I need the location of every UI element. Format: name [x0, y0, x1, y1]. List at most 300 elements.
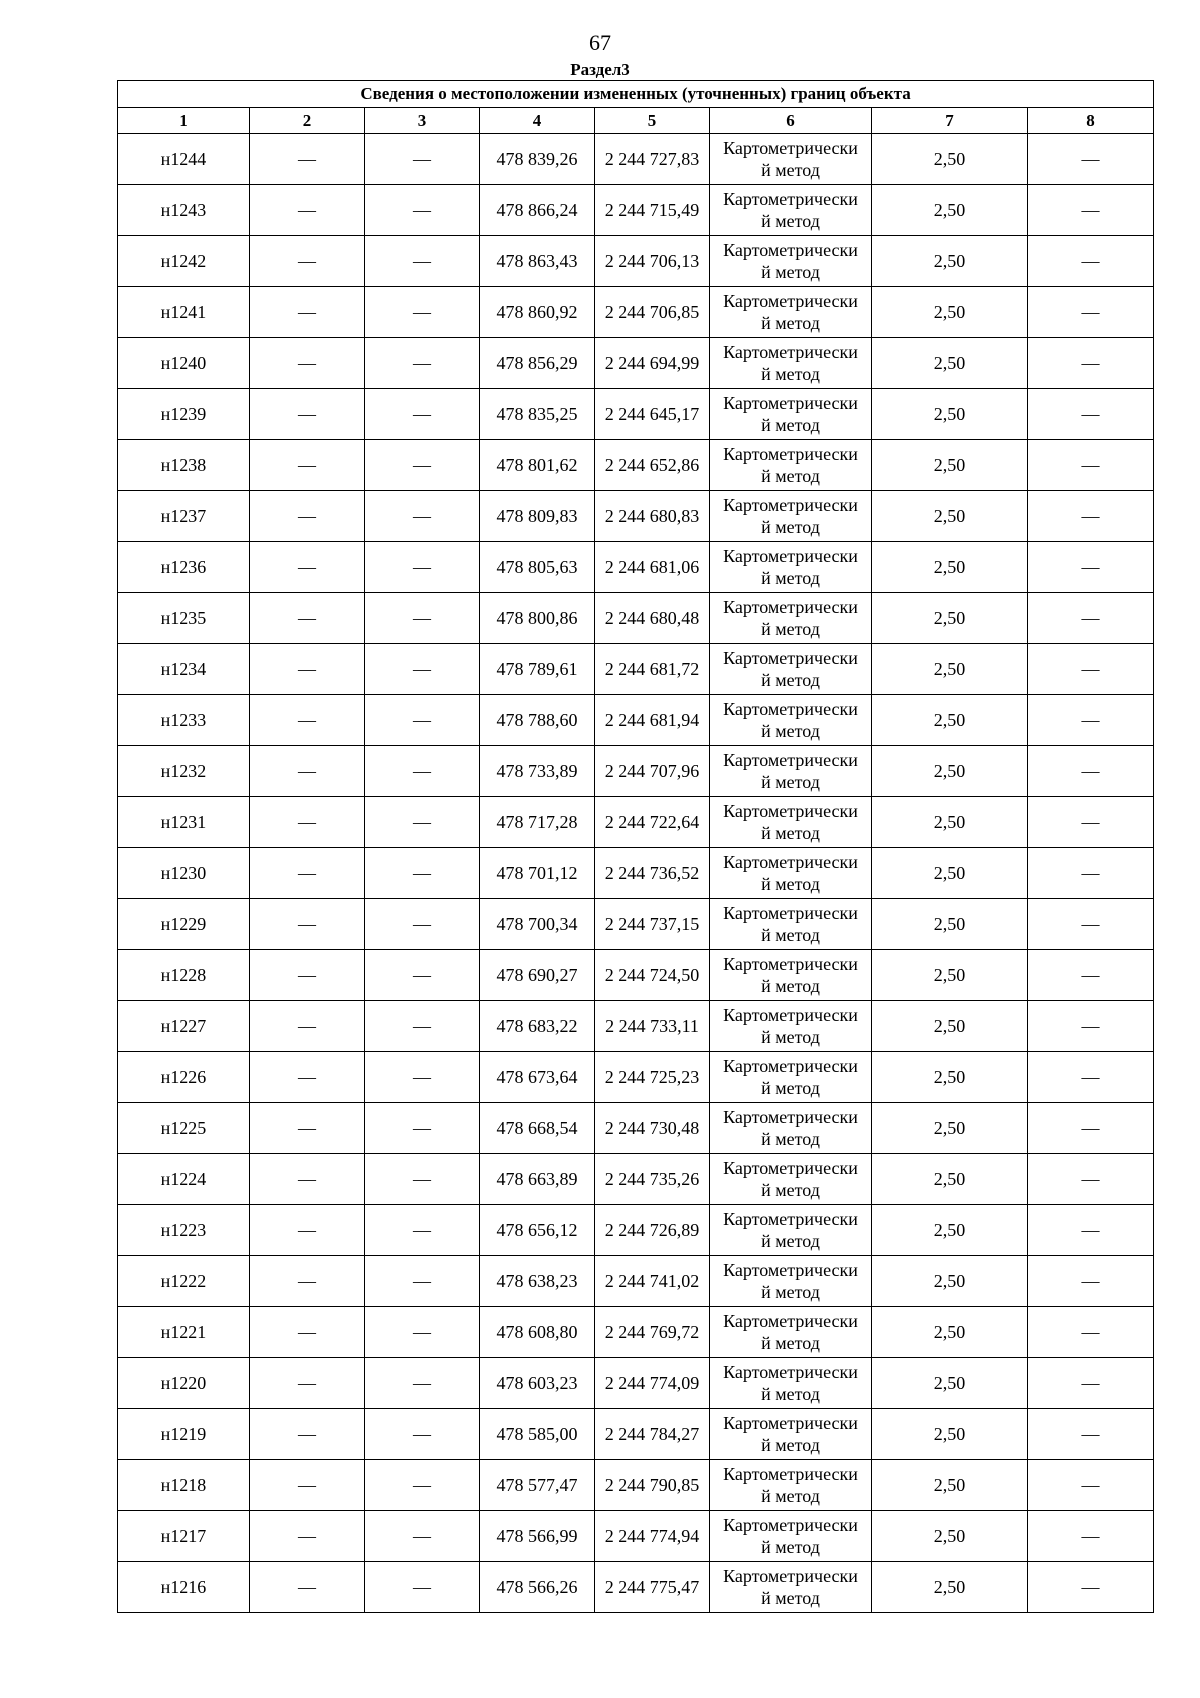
column-3-cell: —	[365, 797, 480, 848]
column-2-cell: —	[250, 1511, 365, 1562]
column-3-cell: —	[365, 1307, 480, 1358]
method-cell	[710, 1154, 872, 1205]
column-8-cell: —	[1028, 1052, 1154, 1103]
column-8-cell: —	[1028, 746, 1154, 797]
column-8-cell: —	[1028, 593, 1154, 644]
accuracy-cell: 2,50	[872, 1154, 1028, 1205]
y-coordinate-cell: 2 244 727,83	[595, 134, 710, 185]
method-text-line-1: Картометрически	[723, 546, 858, 566]
column-8-cell: —	[1028, 1154, 1154, 1205]
method-text-line-1: Картометрически	[723, 1056, 858, 1076]
method-cell	[710, 1307, 872, 1358]
y-coordinate-cell: 2 244 769,72	[595, 1307, 710, 1358]
column-3-cell: —	[365, 542, 480, 593]
column-3-cell: —	[365, 491, 480, 542]
accuracy-cell: 2,50	[872, 746, 1028, 797]
point-number-cell: н1241	[118, 287, 250, 338]
y-coordinate-cell: 2 244 735,26	[595, 1154, 710, 1205]
x-coordinate-cell: 478 673,64	[480, 1052, 595, 1103]
column-2-cell: —	[250, 1001, 365, 1052]
accuracy-cell: 2,50	[872, 1307, 1028, 1358]
point-number-cell: н1217	[118, 1511, 250, 1562]
method-text-line-1: Картометрически	[723, 1515, 858, 1535]
point-number-cell: н1240	[118, 338, 250, 389]
point-number-cell: н1231	[118, 797, 250, 848]
column-3-cell: —	[365, 1409, 480, 1460]
method-cell	[710, 797, 872, 848]
column-2-cell: —	[250, 440, 365, 491]
method-cell	[710, 1103, 872, 1154]
method-cell	[710, 644, 872, 695]
method-text-line-2: й метод	[761, 313, 820, 333]
x-coordinate-cell: 478 683,22	[480, 1001, 595, 1052]
x-coordinate-cell: 478 856,29	[480, 338, 595, 389]
column-number: 2	[250, 108, 365, 134]
column-8-cell: —	[1028, 848, 1154, 899]
method-text-line-1: Картометрически	[723, 240, 858, 260]
column-8-cell: —	[1028, 1511, 1154, 1562]
column-2-cell: —	[250, 1052, 365, 1103]
table-row	[118, 389, 1154, 440]
column-3-cell: —	[365, 1205, 480, 1256]
point-number-cell: н1236	[118, 542, 250, 593]
column-2-cell: —	[250, 644, 365, 695]
y-coordinate-cell: 2 244 741,02	[595, 1256, 710, 1307]
accuracy-cell: 2,50	[872, 593, 1028, 644]
column-number: 1	[118, 108, 250, 134]
column-2-cell: —	[250, 134, 365, 185]
column-3-cell: —	[365, 644, 480, 695]
accuracy-cell: 2,50	[872, 1001, 1028, 1052]
method-text-line-2: й метод	[761, 1078, 820, 1098]
point-number-cell: н1243	[118, 185, 250, 236]
column-3-cell: —	[365, 1001, 480, 1052]
table-caption: Сведения о местоположении измененных (уточненных) границ объекта	[118, 81, 1154, 108]
method-text-line-1: Картометрически	[723, 801, 858, 821]
method-text-line-2: й метод	[761, 1231, 820, 1251]
x-coordinate-cell: 478 663,89	[480, 1154, 595, 1205]
method-text-line-1: Картометрически	[723, 1413, 858, 1433]
table-row	[118, 1103, 1154, 1154]
method-cell	[710, 542, 872, 593]
x-coordinate-cell: 478 608,80	[480, 1307, 595, 1358]
method-text-line-2: й метод	[761, 1180, 820, 1200]
x-coordinate-cell: 478 866,24	[480, 185, 595, 236]
y-coordinate-cell: 2 244 790,85	[595, 1460, 710, 1511]
y-coordinate-cell: 2 244 725,23	[595, 1052, 710, 1103]
method-text-line-2: й метод	[761, 1486, 820, 1506]
column-2-cell: —	[250, 848, 365, 899]
method-text-line-2: й метод	[761, 211, 820, 231]
column-2-cell: —	[250, 185, 365, 236]
column-2-cell: —	[250, 1358, 365, 1409]
column-2-cell: —	[250, 1205, 365, 1256]
column-3-cell: —	[365, 746, 480, 797]
x-coordinate-cell: 478 789,61	[480, 644, 595, 695]
point-number-cell: н1238	[118, 440, 250, 491]
column-3-cell: —	[365, 287, 480, 338]
column-8-cell: —	[1028, 695, 1154, 746]
column-8-cell: —	[1028, 236, 1154, 287]
column-8-cell: —	[1028, 644, 1154, 695]
method-text-line-1: Картометрически	[723, 138, 858, 158]
table-row	[118, 338, 1154, 389]
x-coordinate-cell: 478 701,12	[480, 848, 595, 899]
column-3-cell: —	[365, 440, 480, 491]
column-8-cell: —	[1028, 797, 1154, 848]
point-number-cell: н1235	[118, 593, 250, 644]
method-cell	[710, 287, 872, 338]
method-text-line-2: й метод	[761, 721, 820, 741]
column-8-cell: —	[1028, 1103, 1154, 1154]
y-coordinate-cell: 2 244 737,15	[595, 899, 710, 950]
accuracy-cell: 2,50	[872, 1103, 1028, 1154]
column-3-cell: —	[365, 1154, 480, 1205]
x-coordinate-cell: 478 717,28	[480, 797, 595, 848]
method-text-line-2: й метод	[761, 925, 820, 945]
y-coordinate-cell: 2 244 733,11	[595, 1001, 710, 1052]
accuracy-cell: 2,50	[872, 185, 1028, 236]
method-text-line-1: Картометрически	[723, 1209, 858, 1229]
method-text-line-2: й метод	[761, 1588, 820, 1608]
y-coordinate-cell: 2 244 681,72	[595, 644, 710, 695]
point-number-cell: н1220	[118, 1358, 250, 1409]
point-number-cell: н1232	[118, 746, 250, 797]
column-8-cell: —	[1028, 542, 1154, 593]
accuracy-cell: 2,50	[872, 797, 1028, 848]
point-number-cell: н1228	[118, 950, 250, 1001]
method-text-line-2: й метод	[761, 1384, 820, 1404]
y-coordinate-cell: 2 244 726,89	[595, 1205, 710, 1256]
y-coordinate-cell: 2 244 784,27	[595, 1409, 710, 1460]
y-coordinate-cell: 2 244 722,64	[595, 797, 710, 848]
method-text-line-1: Картометрически	[723, 1260, 858, 1280]
method-cell	[710, 950, 872, 1001]
y-coordinate-cell: 2 244 724,50	[595, 950, 710, 1001]
column-3-cell: —	[365, 1460, 480, 1511]
column-2-cell: —	[250, 1409, 365, 1460]
method-text-line-2: й метод	[761, 364, 820, 384]
method-text-line-2: й метод	[761, 874, 820, 894]
column-3-cell: —	[365, 899, 480, 950]
x-coordinate-cell: 478 839,26	[480, 134, 595, 185]
method-text-line-2: й метод	[761, 466, 820, 486]
section-title: Раздел3	[570, 60, 630, 79]
table-row	[118, 1409, 1154, 1460]
page-number: 67	[589, 30, 611, 55]
point-number-cell: н1218	[118, 1460, 250, 1511]
column-number: 6	[710, 108, 872, 134]
point-number-cell: н1226	[118, 1052, 250, 1103]
y-coordinate-cell: 2 244 652,86	[595, 440, 710, 491]
table-row	[118, 1511, 1154, 1562]
method-cell	[710, 1358, 872, 1409]
table-row	[118, 797, 1154, 848]
x-coordinate-cell: 478 835,25	[480, 389, 595, 440]
x-coordinate-cell: 478 809,83	[480, 491, 595, 542]
table-row	[118, 848, 1154, 899]
accuracy-cell: 2,50	[872, 287, 1028, 338]
column-8-cell: —	[1028, 950, 1154, 1001]
method-cell	[710, 1460, 872, 1511]
table-row	[118, 542, 1154, 593]
column-3-cell: —	[365, 1052, 480, 1103]
method-text-line-1: Картометрически	[723, 342, 858, 362]
y-coordinate-cell: 2 244 706,85	[595, 287, 710, 338]
point-number-cell: н1242	[118, 236, 250, 287]
x-coordinate-cell: 478 668,54	[480, 1103, 595, 1154]
column-2-cell: —	[250, 287, 365, 338]
method-cell	[710, 899, 872, 950]
accuracy-cell: 2,50	[872, 950, 1028, 1001]
method-text-line-1: Картометрически	[723, 1107, 858, 1127]
column-8-cell: —	[1028, 1460, 1154, 1511]
accuracy-cell: 2,50	[872, 899, 1028, 950]
table-caption-row	[118, 81, 1154, 108]
method-cell	[710, 593, 872, 644]
column-number: 3	[365, 108, 480, 134]
method-cell	[710, 1001, 872, 1052]
column-number-row	[118, 108, 1154, 134]
table-row	[118, 1205, 1154, 1256]
accuracy-cell: 2,50	[872, 644, 1028, 695]
accuracy-cell: 2,50	[872, 695, 1028, 746]
column-2-cell: —	[250, 593, 365, 644]
y-coordinate-cell: 2 244 775,47	[595, 1562, 710, 1613]
table-row	[118, 950, 1154, 1001]
column-2-cell: —	[250, 746, 365, 797]
column-3-cell: —	[365, 338, 480, 389]
table-row	[118, 1154, 1154, 1205]
column-8-cell: —	[1028, 1409, 1154, 1460]
column-8-cell: —	[1028, 185, 1154, 236]
point-number-cell: н1222	[118, 1256, 250, 1307]
column-8-cell: —	[1028, 287, 1154, 338]
method-text-line-1: Картометрически	[723, 1362, 858, 1382]
table-row	[118, 491, 1154, 542]
method-cell	[710, 1409, 872, 1460]
column-8-cell: —	[1028, 899, 1154, 950]
y-coordinate-cell: 2 244 694,99	[595, 338, 710, 389]
y-coordinate-cell: 2 244 715,49	[595, 185, 710, 236]
method-cell	[710, 1511, 872, 1562]
x-coordinate-cell: 478 700,34	[480, 899, 595, 950]
column-8-cell: —	[1028, 491, 1154, 542]
table-row	[118, 185, 1154, 236]
column-number: 4	[480, 108, 595, 134]
method-cell	[710, 236, 872, 287]
y-coordinate-cell: 2 244 774,94	[595, 1511, 710, 1562]
column-number: 5	[595, 108, 710, 134]
column-8-cell: —	[1028, 1205, 1154, 1256]
y-coordinate-cell: 2 244 645,17	[595, 389, 710, 440]
method-text-line-1: Картометрически	[723, 1311, 858, 1331]
accuracy-cell: 2,50	[872, 1256, 1028, 1307]
column-2-cell: —	[250, 1307, 365, 1358]
point-number-cell: н1229	[118, 899, 250, 950]
column-8-cell: —	[1028, 1562, 1154, 1613]
column-3-cell: —	[365, 1256, 480, 1307]
method-cell	[710, 491, 872, 542]
method-text-line-1: Картометрически	[723, 189, 858, 209]
y-coordinate-cell: 2 244 680,83	[595, 491, 710, 542]
point-number-cell: н1227	[118, 1001, 250, 1052]
x-coordinate-cell: 478 638,23	[480, 1256, 595, 1307]
column-2-cell: —	[250, 338, 365, 389]
point-number-cell: н1216	[118, 1562, 250, 1613]
accuracy-cell: 2,50	[872, 389, 1028, 440]
method-text-line-1: Картометрически	[723, 597, 858, 617]
accuracy-cell: 2,50	[872, 542, 1028, 593]
x-coordinate-cell: 478 577,47	[480, 1460, 595, 1511]
column-3-cell: —	[365, 1103, 480, 1154]
column-8-cell: —	[1028, 1256, 1154, 1307]
table-row	[118, 1307, 1154, 1358]
method-text-line-1: Картометрически	[723, 444, 858, 464]
y-coordinate-cell: 2 244 681,06	[595, 542, 710, 593]
column-3-cell: —	[365, 185, 480, 236]
column-3-cell: —	[365, 236, 480, 287]
x-coordinate-cell: 478 566,99	[480, 1511, 595, 1562]
method-cell	[710, 1256, 872, 1307]
point-number-cell: н1239	[118, 389, 250, 440]
method-text-line-2: й метод	[761, 823, 820, 843]
point-number-cell: н1244	[118, 134, 250, 185]
table-row	[118, 134, 1154, 185]
table-row	[118, 644, 1154, 695]
accuracy-cell: 2,50	[872, 236, 1028, 287]
y-coordinate-cell: 2 244 680,48	[595, 593, 710, 644]
method-text-line-1: Картометрически	[723, 291, 858, 311]
column-2-cell: —	[250, 797, 365, 848]
accuracy-cell: 2,50	[872, 1052, 1028, 1103]
method-text-line-1: Картометрически	[723, 954, 858, 974]
method-text-line-2: й метод	[761, 262, 820, 282]
column-2-cell: —	[250, 899, 365, 950]
column-2-cell: —	[250, 1562, 365, 1613]
point-number-cell: н1230	[118, 848, 250, 899]
column-3-cell: —	[365, 1358, 480, 1409]
y-coordinate-cell: 2 244 730,48	[595, 1103, 710, 1154]
column-3-cell: —	[365, 593, 480, 644]
point-number-cell: н1223	[118, 1205, 250, 1256]
point-number-cell: н1237	[118, 491, 250, 542]
accuracy-cell: 2,50	[872, 491, 1028, 542]
column-2-cell: —	[250, 542, 365, 593]
method-text-line-2: й метод	[761, 1282, 820, 1302]
column-2-cell: —	[250, 1103, 365, 1154]
table-row	[118, 695, 1154, 746]
x-coordinate-cell: 478 603,23	[480, 1358, 595, 1409]
method-text-line-1: Картометрически	[723, 648, 858, 668]
accuracy-cell: 2,50	[872, 1460, 1028, 1511]
table-row	[118, 1460, 1154, 1511]
table-row	[118, 899, 1154, 950]
method-text-line-2: й метод	[761, 568, 820, 588]
method-text-line-2: й метод	[761, 772, 820, 792]
table-row	[118, 1562, 1154, 1613]
column-8-cell: —	[1028, 1307, 1154, 1358]
accuracy-cell: 2,50	[872, 134, 1028, 185]
point-number-cell: н1221	[118, 1307, 250, 1358]
method-text-line-1: Картометрически	[723, 1566, 858, 1586]
method-text-line-2: й метод	[761, 415, 820, 435]
method-text-line-2: й метод	[761, 619, 820, 639]
column-2-cell: —	[250, 1256, 365, 1307]
accuracy-cell: 2,50	[872, 1409, 1028, 1460]
x-coordinate-cell: 478 733,89	[480, 746, 595, 797]
method-cell	[710, 746, 872, 797]
column-3-cell: —	[365, 1562, 480, 1613]
x-coordinate-cell: 478 690,27	[480, 950, 595, 1001]
column-2-cell: —	[250, 389, 365, 440]
method-text-line-1: Картометрически	[723, 852, 858, 872]
method-cell	[710, 1205, 872, 1256]
x-coordinate-cell: 478 788,60	[480, 695, 595, 746]
column-8-cell: —	[1028, 134, 1154, 185]
method-cell	[710, 1562, 872, 1613]
point-number-cell: н1224	[118, 1154, 250, 1205]
column-3-cell: —	[365, 848, 480, 899]
x-coordinate-cell: 478 585,00	[480, 1409, 595, 1460]
column-2-cell: —	[250, 695, 365, 746]
accuracy-cell: 2,50	[872, 1562, 1028, 1613]
column-3-cell: —	[365, 1511, 480, 1562]
method-text-line-1: Картометрически	[723, 393, 858, 413]
method-text-line-2: й метод	[761, 1537, 820, 1557]
method-text-line-1: Картометрически	[723, 495, 858, 515]
table-row	[118, 440, 1154, 491]
method-text-line-1: Картометрически	[723, 1158, 858, 1178]
accuracy-cell: 2,50	[872, 338, 1028, 389]
point-number-cell: н1219	[118, 1409, 250, 1460]
column-3-cell: —	[365, 950, 480, 1001]
column-3-cell: —	[365, 695, 480, 746]
x-coordinate-cell: 478 860,92	[480, 287, 595, 338]
method-cell	[710, 440, 872, 491]
point-number-cell: н1234	[118, 644, 250, 695]
column-2-cell: —	[250, 1154, 365, 1205]
method-text-line-2: й метод	[761, 976, 820, 996]
x-coordinate-cell: 478 805,63	[480, 542, 595, 593]
table-body	[118, 81, 1154, 1613]
accuracy-cell: 2,50	[872, 440, 1028, 491]
point-number-cell: н1225	[118, 1103, 250, 1154]
column-2-cell: —	[250, 236, 365, 287]
column-3-cell: —	[365, 134, 480, 185]
method-text-line-2: й метод	[761, 1027, 820, 1047]
method-text-line-1: Картометрически	[723, 903, 858, 923]
accuracy-cell: 2,50	[872, 1205, 1028, 1256]
column-8-cell: —	[1028, 338, 1154, 389]
y-coordinate-cell: 2 244 681,94	[595, 695, 710, 746]
accuracy-cell: 2,50	[872, 1358, 1028, 1409]
y-coordinate-cell: 2 244 736,52	[595, 848, 710, 899]
method-text-line-1: Картометрически	[723, 750, 858, 770]
x-coordinate-cell: 478 800,86	[480, 593, 595, 644]
table-row	[118, 1256, 1154, 1307]
column-2-cell: —	[250, 950, 365, 1001]
column-3-cell: —	[365, 389, 480, 440]
accuracy-cell: 2,50	[872, 1511, 1028, 1562]
accuracy-cell: 2,50	[872, 848, 1028, 899]
x-coordinate-cell: 478 863,43	[480, 236, 595, 287]
y-coordinate-cell: 2 244 706,13	[595, 236, 710, 287]
method-cell	[710, 338, 872, 389]
table-row	[118, 287, 1154, 338]
x-coordinate-cell: 478 656,12	[480, 1205, 595, 1256]
x-coordinate-cell: 478 801,62	[480, 440, 595, 491]
